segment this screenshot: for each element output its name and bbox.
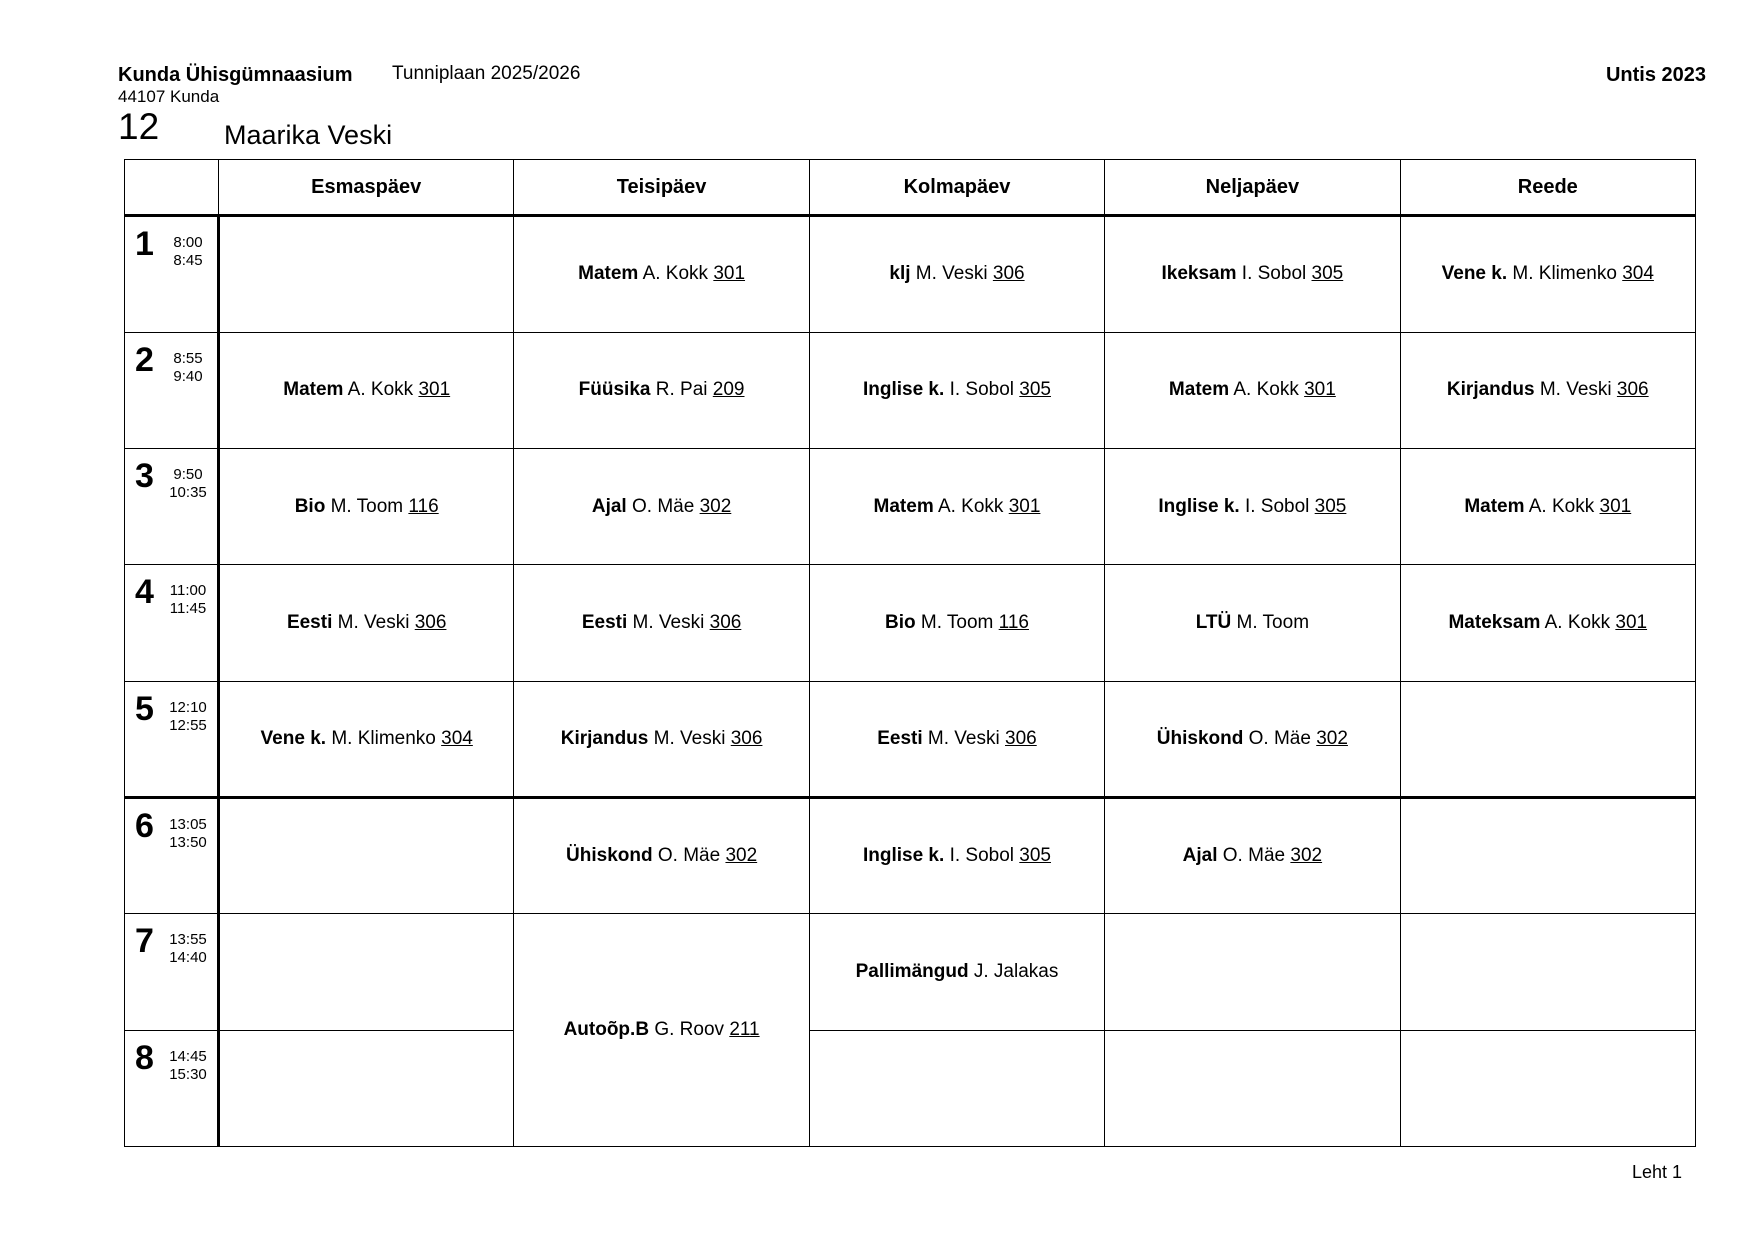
period-number: 5 <box>135 689 154 728</box>
period-start: 12:10 <box>169 698 207 716</box>
lesson-room: 301 <box>1304 379 1336 401</box>
lesson-cell <box>809 681 1104 797</box>
lesson-subject: Eesti <box>581 611 628 633</box>
period-end: 15:30 <box>169 1065 207 1083</box>
lesson-teacher: M. Toom <box>330 495 404 517</box>
lesson-cell <box>514 332 809 448</box>
lesson-cell-empty <box>1105 1030 1400 1146</box>
lesson-cell <box>514 681 809 797</box>
period-time <box>162 466 214 502</box>
lesson-teacher: M. Veski <box>337 611 410 633</box>
lesson-cell <box>219 681 514 797</box>
period-row-8 <box>125 1030 1696 1146</box>
day-header-tue: Teisipäev <box>514 160 809 216</box>
lesson-room: 304 <box>1622 263 1654 285</box>
lesson-room: 301 <box>1615 611 1648 633</box>
lesson-subject: Bio <box>884 611 916 633</box>
lesson-room: 116 <box>998 611 1029 633</box>
lesson-room: 301 <box>418 379 451 401</box>
lesson-subject: Ikeksam <box>1161 263 1237 285</box>
lesson-room: 302 <box>1316 727 1348 749</box>
lesson-teacher: A. Kokk <box>937 495 1004 517</box>
lesson-cell-empty <box>1400 914 1695 1030</box>
lesson-teacher: M. Toom <box>1236 611 1310 633</box>
lesson-cell <box>1105 216 1400 332</box>
lesson-subject: Matem <box>578 263 639 285</box>
lesson-room: 301 <box>713 263 746 285</box>
period-end: 8:45 <box>173 252 203 270</box>
period-number: 7 <box>135 922 154 961</box>
lesson-subject: Matem <box>283 379 344 401</box>
period-start: 14:45 <box>169 1047 207 1065</box>
period-row-4 <box>125 565 1696 681</box>
lesson-subject: Füüsika <box>578 379 651 401</box>
lesson-room: 306 <box>1005 727 1037 749</box>
lesson-subject: Kirjandus <box>1446 379 1535 401</box>
day-header-mon: Esmaspäev <box>219 160 514 216</box>
lesson-room: 304 <box>441 727 473 749</box>
plan-title: Tunniplaan 2025/2026 <box>392 63 581 84</box>
lesson-cell <box>1105 332 1400 448</box>
lesson-room: 302 <box>699 495 732 517</box>
lesson-subject: Ajal <box>1182 845 1218 867</box>
period-end: 9:40 <box>173 367 203 385</box>
lesson-cell-double <box>514 914 809 1147</box>
lesson-subject: klj <box>889 263 911 285</box>
lesson-teacher: M. Klimenko <box>1512 263 1617 285</box>
day-header-fri: Reede <box>1400 160 1695 216</box>
lesson-teacher: M. Veski <box>1539 379 1612 401</box>
lesson-room: 306 <box>709 611 742 633</box>
lesson-subject: Bio <box>294 495 326 517</box>
period-cell <box>125 681 219 797</box>
lesson-room: 301 <box>1599 495 1632 517</box>
lesson-cell <box>809 565 1104 681</box>
lesson-cell <box>809 914 1104 1030</box>
lesson-teacher: A. Kokk <box>642 263 709 285</box>
lesson-room: 306 <box>730 727 763 749</box>
lesson-cell <box>809 216 1104 332</box>
period-number: 1 <box>135 225 154 264</box>
period-row-5 <box>125 681 1696 797</box>
period-row-6 <box>125 797 1696 913</box>
lesson-cell <box>219 332 514 448</box>
lesson-subject: Ühiskond <box>566 845 653 867</box>
lesson-teacher: M. Veski <box>927 727 1000 749</box>
lesson-subject: Ajal <box>591 495 627 517</box>
school-name: Kunda Ühisgümnaasium <box>118 64 353 86</box>
lesson-cell-empty <box>219 216 514 332</box>
lesson-teacher: O. Mäe <box>657 845 721 867</box>
lesson-room: 305 <box>1019 379 1051 401</box>
period-row-1 <box>125 216 1696 332</box>
lesson-room: 306 <box>414 611 447 633</box>
lesson-cell-empty <box>809 1030 1104 1146</box>
lesson-room: 305 <box>1019 845 1051 867</box>
lesson-cell <box>1105 448 1400 564</box>
day-header-row <box>125 160 1696 216</box>
lesson-cell <box>1400 448 1695 564</box>
lesson-room: 302 <box>1290 845 1323 867</box>
period-row-7 <box>125 914 1696 1030</box>
lesson-cell <box>514 565 809 681</box>
lesson-cell <box>219 448 514 564</box>
day-header-wed: Kolmapäev <box>809 160 1104 216</box>
lesson-subject: Matem <box>1168 379 1230 401</box>
page-number: Leht 1 <box>1632 1162 1683 1182</box>
period-row-3 <box>125 448 1696 564</box>
period-time <box>162 1048 214 1084</box>
lesson-room: 211 <box>729 1019 760 1041</box>
lesson-subject: Vene k. <box>260 727 327 749</box>
lesson-teacher: I. Sobol <box>1244 495 1310 517</box>
lesson-subject: Inglise k. <box>862 845 945 867</box>
lesson-cell <box>514 448 809 564</box>
period-cell <box>125 216 219 332</box>
lesson-subject: Matem <box>1464 495 1525 517</box>
period-time <box>162 816 214 852</box>
class-number: 12 <box>118 106 160 147</box>
lesson-subject: Mateksam <box>1448 611 1541 633</box>
lesson-cell-empty <box>219 1030 514 1146</box>
teacher-name: Maarika Veski <box>224 120 393 150</box>
period-cell <box>125 914 219 1030</box>
period-number: 2 <box>135 340 154 379</box>
period-time <box>162 234 214 270</box>
lesson-teacher: M. Klimenko <box>331 727 436 749</box>
lesson-teacher: A. Kokk <box>347 379 414 401</box>
lesson-teacher: J. Jalakas <box>973 960 1059 982</box>
lesson-subject: Kirjandus <box>560 727 649 749</box>
lesson-cell <box>514 216 809 332</box>
period-cell <box>125 797 219 913</box>
lesson-subject: Matem <box>873 495 934 517</box>
period-start: 9:50 <box>173 465 203 483</box>
lesson-subject: Eesti <box>877 727 923 749</box>
period-end: 12:55 <box>169 716 207 734</box>
lesson-room: 305 <box>1311 263 1344 285</box>
lesson-cell <box>1400 216 1695 332</box>
period-start: 13:55 <box>169 931 207 949</box>
lesson-teacher: A. Kokk <box>1233 379 1299 401</box>
lesson-teacher: G. Roov <box>654 1019 725 1041</box>
lesson-cell-empty <box>219 797 514 913</box>
period-cell <box>125 332 219 448</box>
lesson-cell <box>1400 332 1695 448</box>
lesson-teacher: M. Veski <box>653 727 726 749</box>
lesson-cell <box>1105 797 1400 913</box>
lesson-cell <box>809 448 1104 564</box>
period-number: 8 <box>135 1038 154 1077</box>
period-time <box>162 931 214 967</box>
day-header-thu: Neljapäev <box>1105 160 1400 216</box>
period-start: 8:55 <box>173 349 203 367</box>
period-time <box>162 582 214 618</box>
lesson-room: 305 <box>1314 495 1347 517</box>
lesson-room: 301 <box>1008 495 1041 517</box>
lesson-cell <box>514 797 809 913</box>
lesson-cell-empty <box>1400 797 1695 913</box>
lesson-cell <box>1105 565 1400 681</box>
period-number: 4 <box>135 573 154 612</box>
lesson-teacher: A. Kokk <box>1528 495 1595 517</box>
period-time <box>162 350 214 386</box>
lesson-room: 306 <box>1616 379 1649 401</box>
lesson-cell <box>1105 681 1400 797</box>
period-end: 13:50 <box>169 833 207 851</box>
period-end: 14:40 <box>169 949 207 967</box>
lesson-cell-empty <box>1400 1030 1695 1146</box>
period-time <box>162 699 214 735</box>
period-end: 11:45 <box>169 600 207 618</box>
lesson-subject: Eesti <box>286 611 333 633</box>
school-address: 44107 Kunda <box>118 87 220 106</box>
lesson-cell-empty <box>219 914 514 1030</box>
lesson-room: 306 <box>992 263 1025 285</box>
lesson-cell <box>1400 565 1695 681</box>
lesson-subject: Ühiskond <box>1156 727 1244 749</box>
corner-cell <box>125 160 219 216</box>
period-number: 3 <box>135 456 154 495</box>
period-start: 11:00 <box>169 582 207 600</box>
period-cell <box>125 1030 219 1146</box>
period-row-2 <box>125 332 1696 448</box>
period-start: 8:00 <box>173 234 203 252</box>
lesson-cell <box>219 565 514 681</box>
lesson-teacher: A. Kokk <box>1544 611 1611 633</box>
period-end: 10:35 <box>169 483 207 501</box>
lesson-subject: Inglise k. <box>1158 495 1240 517</box>
lesson-teacher: M. Toom <box>920 611 994 633</box>
lesson-subject: LTÜ <box>1195 611 1232 633</box>
lesson-subject: Vene k. <box>1441 263 1508 285</box>
software-label: Untis 2023 <box>1605 64 1706 86</box>
period-start: 13:05 <box>169 815 207 833</box>
lesson-teacher: O. Mäe <box>1248 727 1311 749</box>
lesson-room: 116 <box>408 495 439 517</box>
lesson-subject: Autoõp.B <box>563 1019 650 1041</box>
timetable <box>124 159 1696 1147</box>
lesson-teacher: I. Sobol <box>1241 263 1307 285</box>
period-cell <box>125 565 219 681</box>
period-cell <box>125 448 219 564</box>
lesson-cell-empty <box>1105 914 1400 1030</box>
lesson-teacher: I. Sobol <box>949 845 1014 867</box>
lesson-teacher: O. Mäe <box>1222 845 1286 867</box>
lesson-subject: Pallimängud <box>855 960 969 982</box>
period-number: 6 <box>135 806 154 845</box>
lesson-cell-empty <box>1400 681 1695 797</box>
lesson-teacher: O. Mäe <box>632 495 695 517</box>
lesson-subject: Inglise k. <box>862 379 945 401</box>
lesson-teacher: I. Sobol <box>949 379 1014 401</box>
lesson-teacher: R. Pai <box>655 379 708 401</box>
lesson-cell <box>809 797 1104 913</box>
lesson-teacher: M. Veski <box>915 263 988 285</box>
lesson-teacher: M. Veski <box>632 611 705 633</box>
lesson-cell <box>809 332 1104 448</box>
lesson-room: 302 <box>725 845 758 867</box>
lesson-room: 209 <box>712 379 745 401</box>
